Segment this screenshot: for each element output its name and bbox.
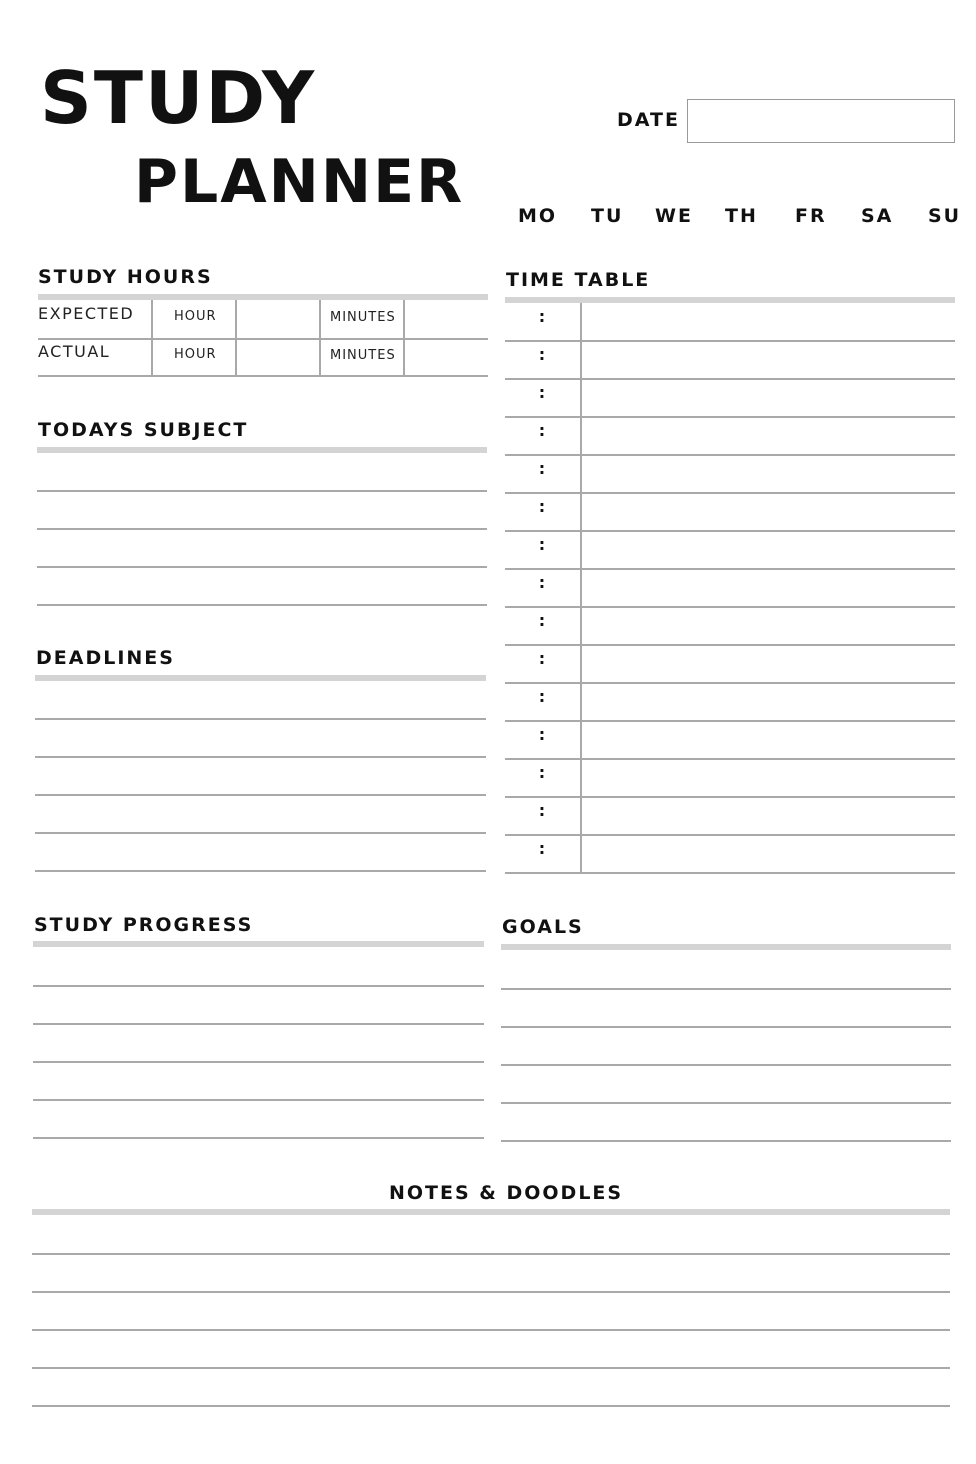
time-slot-time-field[interactable]: [505, 797, 579, 833]
goals-bar: [501, 944, 951, 950]
deadlines-bar: [35, 675, 486, 681]
writing-line[interactable]: [37, 490, 487, 492]
writing-line[interactable]: [33, 1023, 484, 1025]
actual-hour-field[interactable]: [237, 340, 319, 375]
time-slot-time-field[interactable]: [505, 645, 579, 681]
writing-line[interactable]: [501, 1064, 951, 1066]
time-slot-time-field[interactable]: [505, 721, 579, 757]
title-line-2: PLANNER: [134, 147, 465, 217]
day-fr[interactable]: FR: [795, 205, 827, 227]
time-slot-time-field[interactable]: [505, 835, 579, 871]
time-slot-time-field[interactable]: [505, 607, 579, 643]
study-hours-divider: [319, 300, 321, 376]
writing-line[interactable]: [501, 1140, 951, 1142]
date-label: DATE: [617, 109, 680, 131]
day-th[interactable]: TH: [725, 205, 758, 227]
expected-minutes-label: MINUTES: [330, 310, 396, 325]
writing-line[interactable]: [37, 604, 487, 606]
notes-heading: NOTES & DOODLES: [389, 1182, 624, 1204]
writing-line[interactable]: [35, 794, 486, 796]
time-slot-time-field[interactable]: [505, 569, 579, 605]
writing-line[interactable]: [32, 1291, 950, 1293]
time-slot-time-field[interactable]: [505, 379, 579, 415]
time-slot-colon: :: [538, 459, 546, 478]
writing-line[interactable]: [501, 1026, 951, 1028]
writing-line[interactable]: [33, 1061, 484, 1063]
writing-line[interactable]: [35, 756, 486, 758]
expected-hour-label: HOUR: [174, 309, 217, 324]
time-slot-colon: :: [538, 763, 546, 782]
time-slot-colon: :: [538, 573, 546, 592]
writing-line[interactable]: [33, 985, 484, 987]
actual-hour-label: HOUR: [174, 347, 217, 362]
time-slot-time-field[interactable]: [505, 759, 579, 795]
study-hours-divider: [151, 300, 153, 376]
actual-label: ACTUAL: [38, 342, 111, 361]
time-slot-line[interactable]: [505, 872, 955, 874]
todays-subject-bar: [37, 447, 487, 453]
writing-line[interactable]: [32, 1253, 950, 1255]
todays-subject-heading: TODAYS SUBJECT: [38, 419, 249, 441]
title-line-1: STUDY: [40, 56, 317, 140]
time-slot-colon: :: [538, 383, 546, 402]
writing-line[interactable]: [33, 1137, 484, 1139]
time-slot-time-field[interactable]: [505, 303, 579, 339]
writing-line[interactable]: [32, 1367, 950, 1369]
writing-line[interactable]: [33, 1099, 484, 1101]
notes-bar: [32, 1209, 950, 1215]
actual-minutes-label: MINUTES: [330, 348, 396, 363]
writing-line[interactable]: [35, 718, 486, 720]
study-hours-heading: STUDY HOURS: [38, 266, 213, 288]
time-slot-colon: :: [538, 725, 546, 744]
time-slot-time-field[interactable]: [505, 455, 579, 491]
time-slot-colon: :: [538, 801, 546, 820]
writing-line[interactable]: [501, 1102, 951, 1104]
goals-heading: GOALS: [502, 916, 584, 938]
study-progress-bar: [33, 941, 484, 947]
writing-line[interactable]: [32, 1329, 950, 1331]
study-progress-heading: STUDY PROGRESS: [34, 914, 254, 936]
time-slot-time-field[interactable]: [505, 417, 579, 453]
time-table-divider: [580, 303, 582, 873]
writing-line[interactable]: [37, 528, 487, 530]
actual-minutes-field[interactable]: [406, 340, 488, 375]
expected-label: EXPECTED: [38, 304, 135, 323]
expected-hour-field[interactable]: [237, 300, 319, 336]
day-su[interactable]: SU: [928, 205, 962, 227]
writing-line[interactable]: [501, 988, 951, 990]
study-hours-row-line: [38, 375, 488, 377]
time-table-heading: TIME TABLE: [506, 269, 651, 291]
writing-line[interactable]: [35, 870, 486, 872]
study-hours-divider: [403, 300, 405, 376]
writing-line[interactable]: [37, 566, 487, 568]
time-slot-colon: :: [538, 421, 546, 440]
writing-line[interactable]: [35, 832, 486, 834]
time-slot-colon: :: [538, 497, 546, 516]
day-sa[interactable]: SA: [861, 205, 894, 227]
time-slot-colon: :: [538, 535, 546, 554]
writing-line[interactable]: [32, 1405, 950, 1407]
time-slot-time-field[interactable]: [505, 683, 579, 719]
time-slot-time-field[interactable]: [505, 493, 579, 529]
time-slot-colon: :: [538, 345, 546, 364]
day-we[interactable]: WE: [655, 205, 693, 227]
time-slot-colon: :: [538, 839, 546, 858]
day-mo[interactable]: MO: [518, 205, 558, 227]
study-hours-divider: [235, 300, 237, 376]
date-field[interactable]: [687, 99, 955, 143]
time-slot-colon: :: [538, 649, 546, 668]
time-slot-colon: :: [538, 307, 546, 326]
deadlines-heading: DEADLINES: [36, 647, 175, 669]
expected-minutes-field[interactable]: [406, 300, 488, 336]
time-slot-time-field[interactable]: [505, 531, 579, 567]
day-tu[interactable]: TU: [591, 205, 624, 227]
time-slot-time-field[interactable]: [505, 341, 579, 377]
time-slot-colon: :: [538, 611, 546, 630]
time-slot-colon: :: [538, 687, 546, 706]
